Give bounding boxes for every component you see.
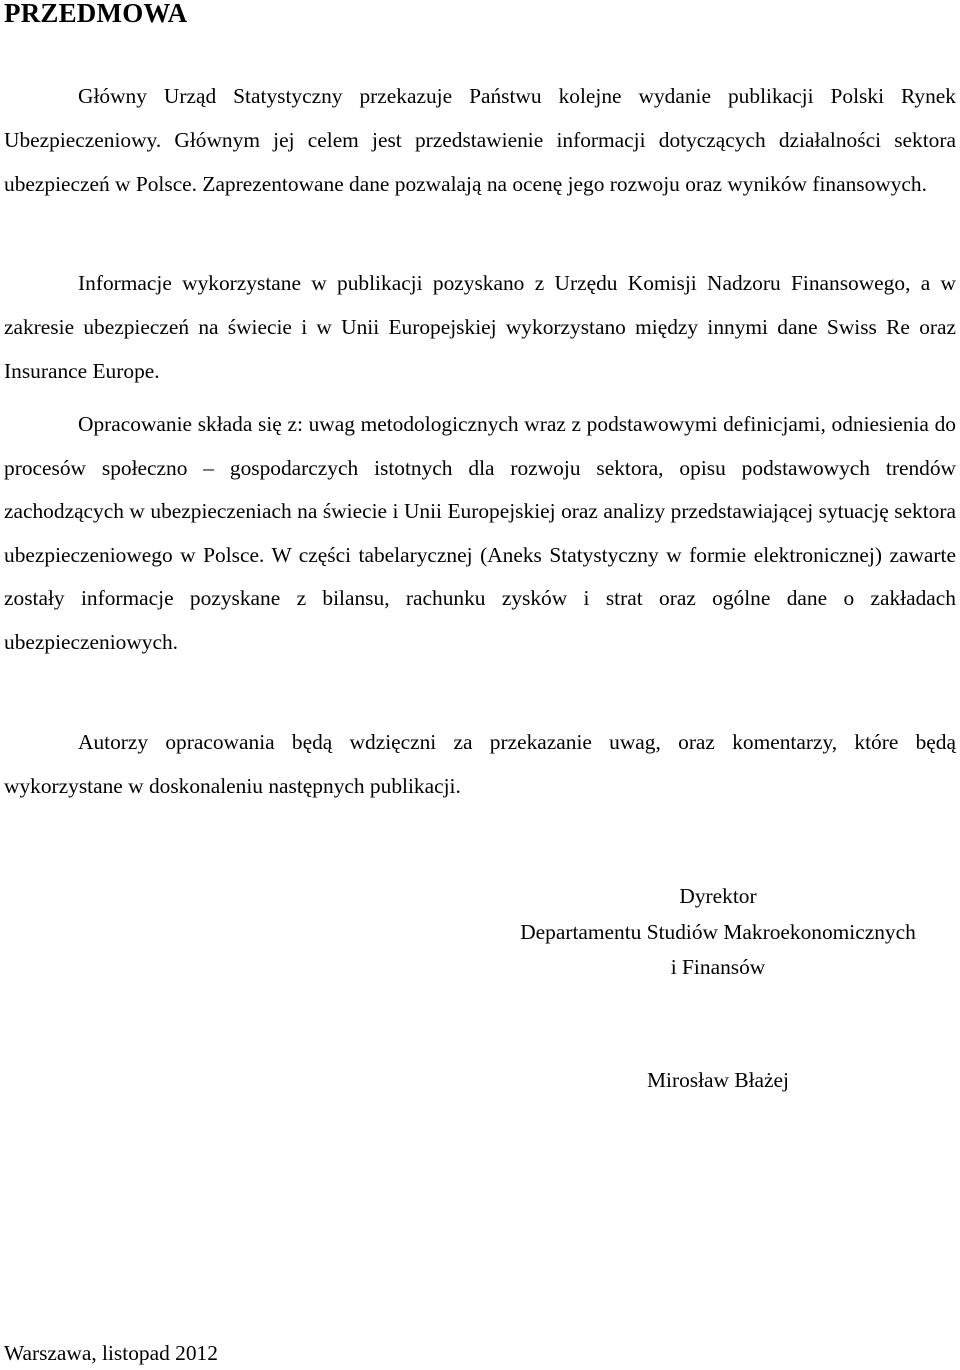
paragraph-feedback: Autorzy opracowania będą wdzięczni za przekazanie uwag, oraz komentarzy, które będą wykorzystane w doskonaleniu następnych publikacji. bbox=[4, 730, 956, 798]
signature-block bbox=[470, 879, 960, 986]
paragraph-intro: Główny Urząd Statystyczny przekazuje Państwu kolejne wydanie publikacji Polski Rynek Ubezpieczeniowy. Głównym jej celem jest przedstawienie informacji dotyczących działalności sektora ubezpieczeń w Polsce. Zaprezentowane dane pozwalają na ocenę jego rozwoju oraz wyników finansowych. bbox=[4, 84, 956, 196]
signature-department: Departamentu Studiów Makroekonomicznych bbox=[520, 919, 916, 944]
signer-name: Mirosław Błażej bbox=[647, 1068, 789, 1092]
page-title: PRZEDMOWA bbox=[4, 0, 188, 28]
signature-department-cont: i Finansów bbox=[670, 955, 766, 979]
place-and-date: Warszawa, listopad 2012 bbox=[4, 1341, 218, 1365]
signature-role: Dyrektor bbox=[679, 884, 757, 908]
paragraph-sources: Informacje wykorzystane w publikacji pozyskano z Urzędu Komisji Nadzoru Finansowego, a w zakresie ubezpieczeń na świecie i w Unii Europejskiej wykorzystano między innymi dane Swiss Re oraz Insurance Europe. bbox=[4, 271, 956, 383]
paragraph-contents: Opracowanie składa się z: uwag metodologicznych wraz z podstawowymi definicjami, odniesienia do procesów społeczno – gospodarczych istotnych dla rozwoju sektora, opisu podstawowych trendów zachodzących w ubezpieczeniach na świecie i Unii Europejskiej oraz analizy przedstawiającej sytuację sektora ubezpieczeniowego w Polsce. W części tabelarycznej (Aneks Statystyczny w formie elektronicznej) zawarte zostały informacje pozyskane z bilansu, rachunku zysków i strat oraz ogólne dane o zakładach ubezpieczeniowych. bbox=[4, 412, 956, 654]
